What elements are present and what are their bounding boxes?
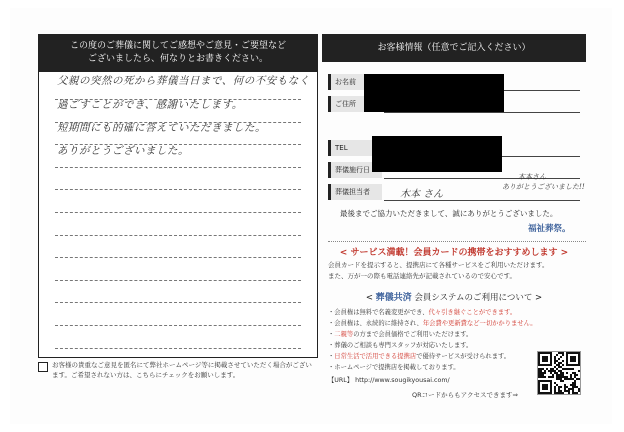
system-bullet: ・会員権は無料で名義変更ができ、代々引き継ぐことができます。	[328, 309, 517, 316]
brand-name: 福祉葬祭。	[528, 224, 571, 234]
name-label: お名前	[328, 74, 382, 90]
writing-line	[55, 235, 301, 236]
system-bullet: ・二親等の方まで会員価格でご利用いただけます。	[328, 331, 473, 338]
system-title-post: 会員システムのご利用について >	[411, 293, 543, 303]
handwritten-line: 父親の突然の死から葬儀当日まで、何の不安もなく	[57, 75, 310, 87]
field-underline	[384, 112, 580, 113]
tel-label: TEL	[328, 140, 382, 156]
handwritten-line: ありがとうございました。	[57, 145, 189, 157]
service-text-line1: 会員カードを提示すると、提携店にて各種サービスをご利用いただけます。	[328, 261, 549, 269]
system-bullet: ・日常生活で活用できる提携店で優待サービスが受けられます。	[328, 353, 511, 360]
feedback-panel	[38, 34, 318, 358]
qr-code-icon[interactable]	[537, 351, 581, 395]
field-underline	[384, 200, 580, 201]
system-bullet: ・葬儀のご相談も専門スタッフが対応いたします。	[328, 342, 473, 349]
ceremony-date-label: 葬儀施行日	[328, 162, 382, 178]
handwritten-line: 短期間にも的確に答えていただきました。	[57, 122, 266, 134]
service-title: < サービス満載！会員カードの携帯をおすすめします >	[339, 248, 569, 258]
writing-line	[55, 302, 301, 303]
redaction-block	[364, 74, 504, 112]
customer-info-panel	[322, 34, 586, 399]
feedback-header	[39, 35, 317, 72]
staff-name-value: 木本 さん	[400, 189, 444, 200]
consent-text: お客様の貴重なご意見を匿名にて弊社ホームページ等に掲載させていただく場合がございます。ご希望されない方は、こちらにチェックをお願いします。	[52, 361, 312, 379]
divider	[328, 241, 586, 242]
system-title-pre: <	[365, 293, 376, 303]
feedback-header-line1: この度のご葬儀に関してご感想やご意見・ご要望など	[69, 41, 286, 51]
field-underline	[384, 178, 580, 179]
system-bullet: ・会員権は、永続的に維持され、年会費や更新費など一切かかりません。	[328, 320, 537, 327]
writing-line	[55, 325, 301, 326]
address-label: ご住所	[328, 96, 382, 112]
redaction-block	[372, 136, 502, 172]
writing-line	[55, 212, 301, 213]
service-text-line2: また、万が一の際も電話連絡先が記載されているので安心です。	[328, 272, 516, 280]
handwritten-line: 過ごすことができ、感謝いたします。	[57, 99, 243, 111]
system-bullet: ・ホームページで提携店を掲載しております。	[328, 364, 460, 371]
staff-label: 葬儀担当者	[328, 184, 382, 200]
thanks-message: 最後までご協力いただきまして、誠にありがとうございました。	[340, 209, 558, 218]
side-note-line2: ありがとうございました!!	[502, 183, 585, 191]
writing-line	[55, 189, 301, 190]
qr-note: QRコードからもアクセスできます⇒	[412, 391, 518, 399]
writing-line	[55, 257, 301, 258]
system-title-brand: 葬儀共済	[375, 293, 412, 303]
system-title	[322, 290, 586, 303]
website-url[interactable]: 【URL】 http://www.sougikyousai.com/	[328, 377, 450, 384]
writing-line	[55, 280, 301, 281]
writing-line	[55, 167, 301, 168]
side-note-line1: 木本さん	[518, 173, 546, 181]
consent-checkbox[interactable]	[38, 362, 48, 372]
customer-info-header: お客様情報（任意でご記入ください）	[322, 34, 586, 62]
feedback-header-line2: ございましたら、何なりとお書きください。	[87, 54, 268, 64]
writing-line	[55, 348, 301, 349]
